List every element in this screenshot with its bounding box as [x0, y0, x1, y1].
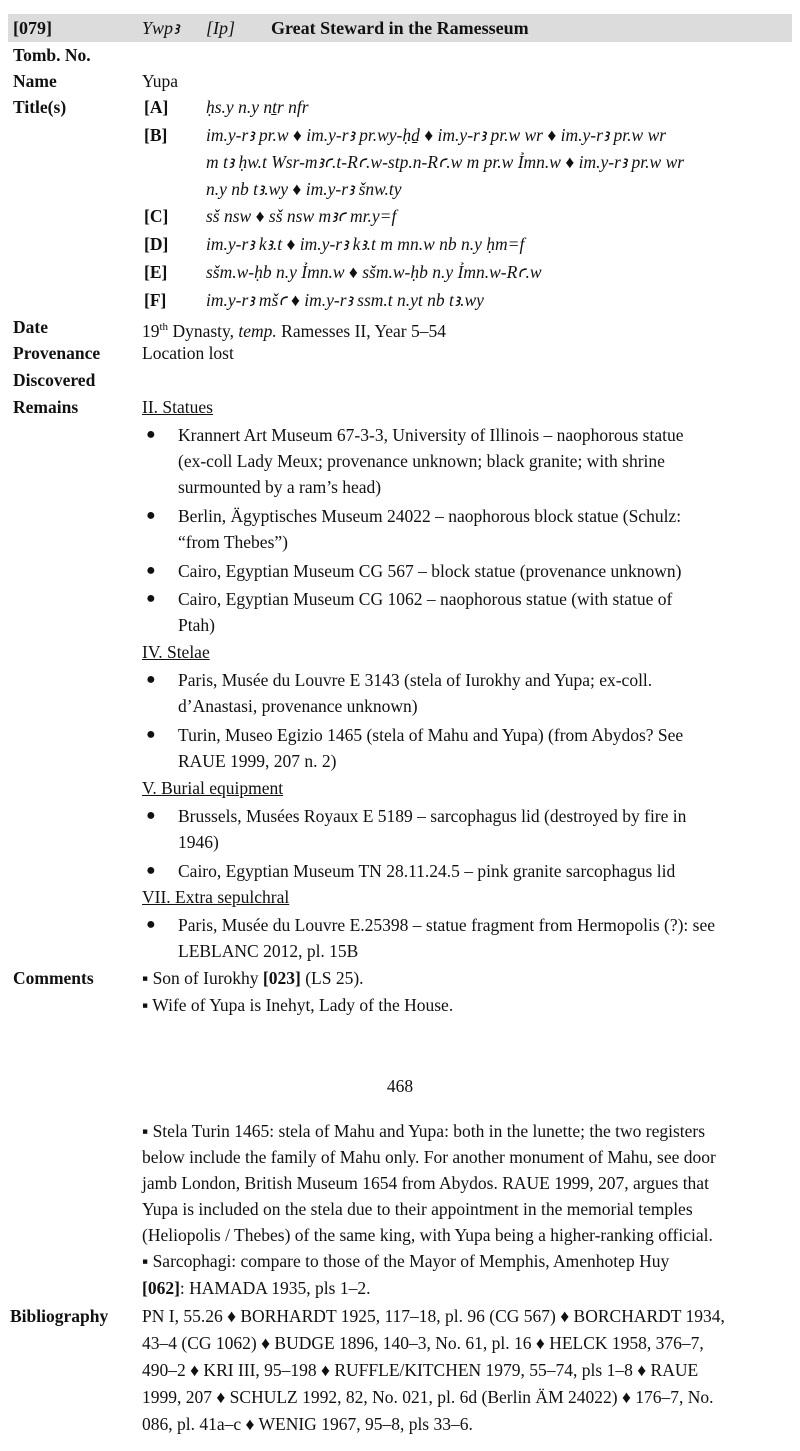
bibliography-line: 1999, 207 ♦ SCHULZ 1992, 82, No. 021, pl. 6d (Berlin ÄM 24022) ♦ 176–7, No.: [142, 1387, 714, 1407]
bullet: ●: [146, 562, 156, 579]
remains-item-line: Paris, Musée du Louvre E 3143 (stela of Iurokhy and Yupa; ex-coll.: [178, 670, 653, 690]
remains-item-line: Ptah): [178, 615, 215, 635]
remains-item-line: Paris, Musée du Louvre E.25398 – statue fragment from Hermopolis (?): see: [178, 915, 716, 935]
comment-line: ▪ Stela Turin 1465: stela of Mahu and Yupa: both in the lunette; the two registers: [142, 1121, 706, 1141]
comment-line: ▪ Wife of Yupa is Inehyt, Lady of the House.: [142, 995, 454, 1015]
comment-line: (Heliopolis / Thebes) of the same king, with Yupa being a higher-ranking official.: [142, 1225, 713, 1245]
title-code-b: [B]: [144, 125, 168, 145]
bullet: ●: [146, 807, 156, 824]
title-a-line: ḥs.y n.y nṯr nfr: [206, 97, 309, 117]
name-alternate: [Ip]: [206, 18, 236, 38]
comment-line: jamb London, British Museum 1654 from Abydos. RAUE 1999, 207, argues that: [142, 1173, 709, 1193]
remains-item-line: RAUE 1999, 207 n. 2): [178, 751, 337, 771]
entry-header: [8, 14, 792, 42]
entry-id: [079]: [13, 18, 52, 38]
label-comments: Comments: [13, 968, 94, 988]
comment-line: ▪ Sarcophagi: compare to those of the Mayor of Memphis, Amenhotep Huy: [142, 1251, 670, 1271]
bullet: ●: [146, 507, 156, 524]
comment-line: below include the family of Mahu only. For another monument of Mahu, see door: [142, 1147, 716, 1167]
title-b-line: m tꜣ ḥw.t Wsr-mꜣꜥ.t-Rꜥ.w-stp.n-Rꜥ.w m pr.w Ỉmn.w ♦ im.y-rꜣ pr.w wr: [206, 152, 685, 172]
remains-item-line: Brussels, Musées Royaux E 5189 – sarcophagus lid (destroyed by fire in: [178, 806, 687, 826]
bibliography-line: 43–4 (CG 1062) ♦ BUDGE 1896, 140–3, No. 61, pl. 16 ♦ HELCK 1958, 376–7,: [142, 1333, 704, 1353]
provenance-value: Location lost: [142, 343, 234, 363]
title-f-line: im.y-rꜣ mšꜥ ♦ im.y-rꜣ ssm.t n.yt nb tꜣ.wy: [206, 290, 484, 310]
title-code-a: [A]: [144, 97, 169, 117]
remains-item-line: Cairo, Egyptian Museum CG 567 – block statue (provenance unknown): [178, 561, 682, 581]
title-d-line: im.y-rꜣ kꜣ.t ♦ im.y-rꜣ kꜣ.t m mn.w nb n.y ḥm=f: [206, 234, 525, 254]
title-b-line: n.y nb tꜣ.wy ♦ im.y-rꜣ šnw.ty: [206, 179, 402, 199]
bullet: ●: [146, 590, 156, 607]
label-discovered: Discovered: [13, 370, 96, 390]
title-b-line: im.y-rꜣ pr.w ♦ im.y-rꜣ pr.wy-ḥḏ ♦ im.y-rꜣ pr.w wr ♦ im.y-rꜣ pr.w wr: [206, 125, 667, 145]
remains-item-line: Turin, Museo Egizio 1465 (stela of Mahu and Yupa) (from Abydos? See: [178, 725, 684, 745]
label-provenance: Provenance: [13, 343, 101, 363]
label-remains: Remains: [13, 397, 79, 417]
section-statues-heading: II. Statues: [142, 397, 213, 417]
title-c-line: sš nsw ♦ sš nsw mꜣꜥ mr.y=f: [206, 206, 397, 226]
label-tomb-no: Tomb. No.: [13, 45, 91, 65]
bibliography-line: 086, pl. 41a–c ♦ WENIG 1967, 95–8, pls 33–6.: [142, 1414, 473, 1434]
remains-item-line: LEBLANC 2012, pl. 15B: [178, 941, 359, 961]
remains-item-line: “from Thebes”): [178, 532, 288, 552]
bullet: ●: [146, 916, 156, 933]
bullet: ●: [146, 726, 156, 743]
remains-item-line: Cairo, Egyptian Museum CG 1062 – naophorous statue (with statue of: [178, 589, 673, 609]
remains-item-line: surmounted by a ram’s head): [178, 477, 382, 497]
comment-line: ▪ Son of Iurokhy [023] (LS 25).: [142, 968, 364, 988]
comment-line: Yupa is included on the stela due to their appointment in the memorial temples: [142, 1199, 693, 1219]
bullet: ●: [146, 426, 156, 443]
label-bibliography: Bibliography: [10, 1306, 109, 1326]
remains-item-line: Berlin, Ägyptisches Museum 24022 – naophorous block statue (Schulz:: [178, 506, 682, 526]
bibliography-line: 490–2 ♦ KRI III, 95–198 ♦ RUFFLE/KITCHEN 1979, 55–74, pls 1–8 ♦ RAUE: [142, 1360, 699, 1380]
page-number: 468: [386, 1076, 414, 1096]
comment-line: [062]: HAMADA 1935, pls 1–2.: [142, 1278, 371, 1298]
title-code-f: [F]: [144, 290, 167, 310]
title-code-e: [E]: [144, 262, 168, 282]
bibliography-line: PN I, 55.26 ♦ BORHARDT 1925, 117–18, pl. 96 (CG 567) ♦ BORCHARDT 1934,: [142, 1306, 725, 1326]
title-code-d: [D]: [144, 234, 169, 254]
remains-item-line: d’Anastasi, provenance unknown): [178, 696, 418, 716]
bullet: ●: [146, 671, 156, 688]
label-titles: Title(s): [13, 97, 67, 117]
bullet: ●: [146, 862, 156, 879]
remains-item-line: Cairo, Egyptian Museum TN 28.11.24.5 – pink granite sarcophagus lid: [178, 861, 676, 881]
remains-item-line: Krannert Art Museum 67-3-3, University of Illinois – naophorous statue: [178, 425, 684, 445]
entry-title: Great Steward in the Ramesseum: [271, 18, 529, 38]
remains-item-line: (ex-coll Lady Meux; provenance unknown; black granite; with shrine: [178, 451, 665, 471]
date-value: 19th Dynasty, temp. Ramesses II, Year 5–54: [142, 320, 446, 341]
label-date: Date: [13, 317, 48, 337]
name-transliteration: Ywpꜣ: [142, 18, 180, 38]
section-extra-heading: VII. Extra sepulchral: [142, 887, 290, 907]
title-code-c: [C]: [144, 206, 169, 226]
name-value: Yupa: [142, 71, 178, 91]
title-e-line: sšm.w-ḥb n.y Ỉmn.w ♦ sšm.w-ḥb n.y Ỉmn.w-Rꜥ.w: [206, 262, 542, 282]
label-name: Name: [13, 71, 57, 91]
section-burial-heading: V. Burial equipment: [142, 778, 284, 798]
section-stelae-heading: IV. Stelae: [142, 642, 210, 662]
remains-item-line: 1946): [178, 832, 219, 852]
